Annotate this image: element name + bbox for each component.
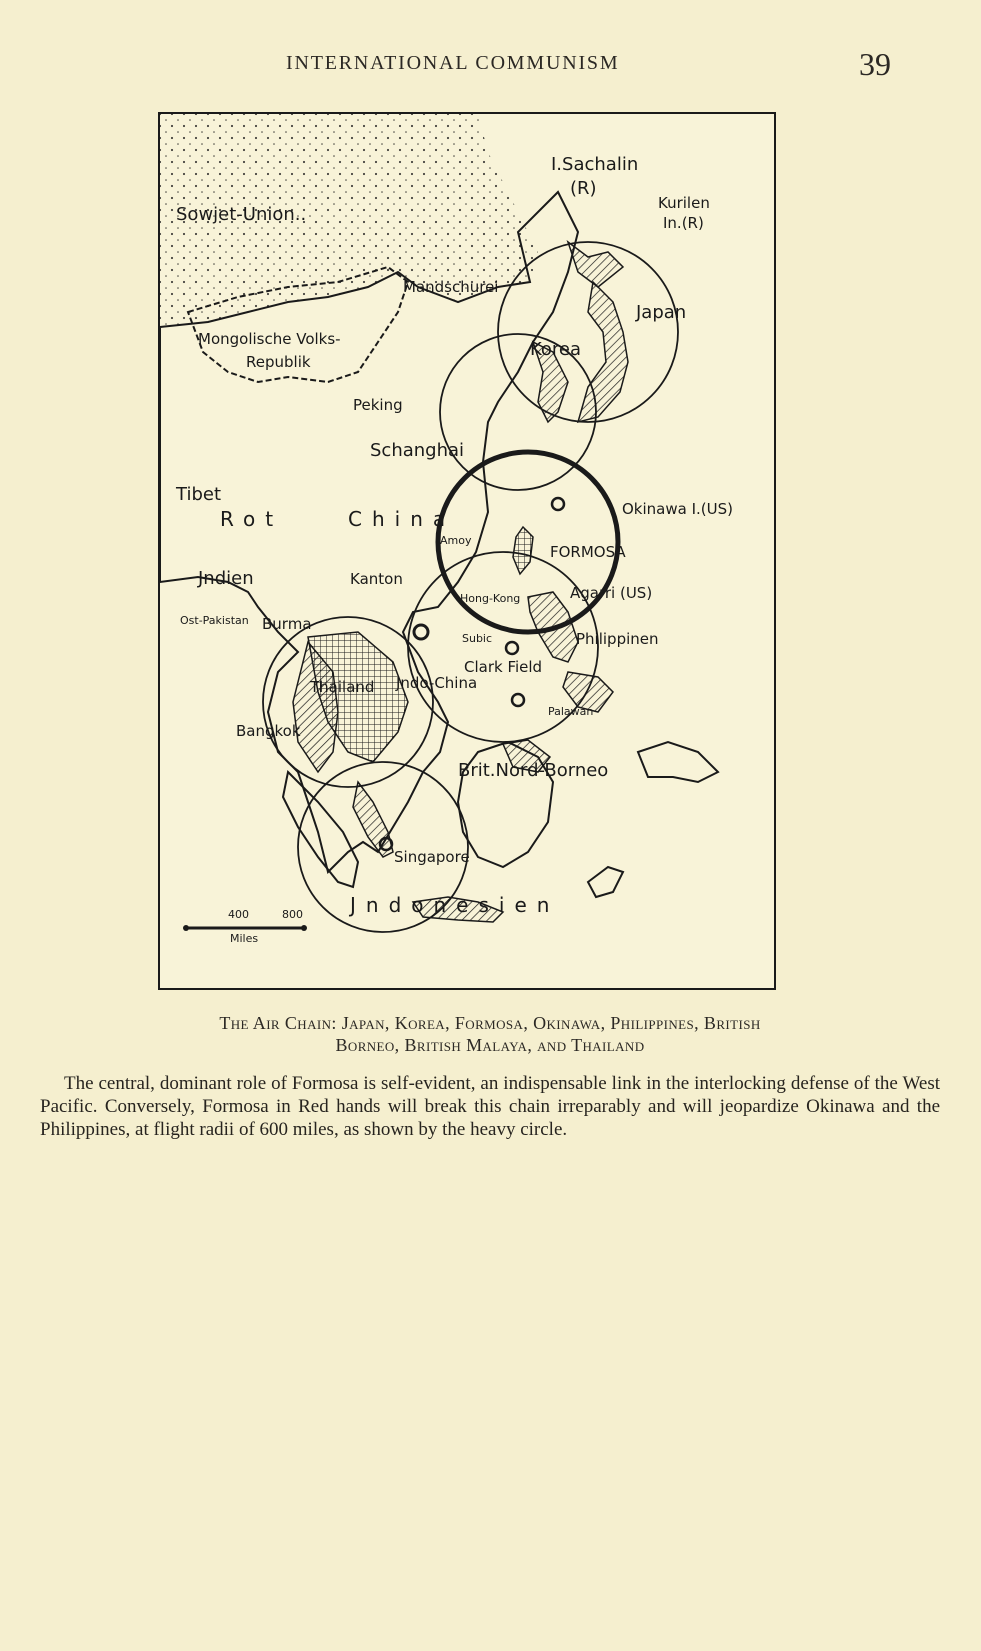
scale-right: 800 [282, 908, 303, 921]
scale-dot [183, 925, 189, 931]
label-peking: Peking [353, 396, 403, 414]
figure-caption [40, 1012, 940, 1056]
air-chain-map [158, 112, 776, 990]
caption-line-1: The Air Chain: Japan, Korea, Formosa, Okinawa, Philippines, British [219, 1013, 761, 1033]
label-jndo-china: Jndo-China [396, 674, 478, 692]
label-okinawa: Okinawa I.(US) [622, 500, 733, 518]
label-sowjet-union: Sowjet-Union.. [176, 204, 307, 225]
running-head [0, 48, 981, 82]
label-clark-field: Clark Field [464, 658, 543, 676]
label-jndien: Jndien [198, 568, 254, 589]
body-paragraph [40, 1072, 940, 1141]
label-burma: Burma [262, 615, 312, 633]
label-schanghai: Schanghai [370, 440, 465, 461]
label-sachalin-note: (R) [570, 178, 597, 199]
label-palawan: Palawan [548, 705, 594, 718]
page-number: 39 [859, 46, 891, 82]
scale-left: 400 [228, 908, 249, 921]
label-kurilen: Kurilen [658, 194, 710, 212]
label-mandschurei: Mandschurei [403, 278, 499, 296]
label-ost-pakistan: Ost-Pakistan [180, 614, 249, 627]
label-thailand: Thailand [310, 678, 375, 696]
label-amoy: Amoy [440, 534, 472, 547]
running-title: INTERNATIONAL COMMUNISM [286, 52, 620, 74]
label-kanton: Kanton [350, 570, 403, 588]
label-singapore: Singapore [394, 848, 470, 866]
label-republik: Republik [246, 353, 311, 371]
label-hongkong: Hong-Kong [460, 592, 521, 605]
scale-dot [301, 925, 307, 931]
label-mongolische: Mongolische Volks- [198, 330, 341, 348]
label-tibet: Tibet [176, 484, 221, 505]
label-china: China [348, 507, 456, 531]
label-bangkok: Bangkok [236, 722, 301, 740]
label-sachalin: I.Sachalin [551, 154, 639, 175]
label-formosa: FORMOSA [550, 543, 626, 561]
caption-line-2: Borneo, British Malaya, and Thailand [335, 1035, 645, 1055]
label-brit-nord-borneo: Brit.Nord-Borneo [458, 760, 609, 781]
label-kurilen-note: In.(R) [663, 214, 704, 232]
paragraph-text: The central, dominant role of Formosa is self-evident, an indispensable link in the interlocking defense of the West Pacific. Conversely, Formosa in Red hands will break this chain irreparably and will jeopardize Okinawa and the Philippines, at flight radii of 600 miles, as shown by the heavy circle. [40, 1073, 940, 1140]
map-svg [158, 112, 776, 990]
scale-unit: Miles [230, 932, 259, 945]
label-japan: Japan [636, 302, 687, 323]
label-agarri: Agarri (US) [570, 584, 653, 602]
label-philippinen: Philippinen [576, 630, 659, 648]
label-indonesien: Jndonesien [350, 893, 560, 917]
label-subic: Subic [462, 632, 493, 645]
label-korea: Korea [530, 339, 582, 360]
label-rot: Rot [220, 507, 284, 531]
